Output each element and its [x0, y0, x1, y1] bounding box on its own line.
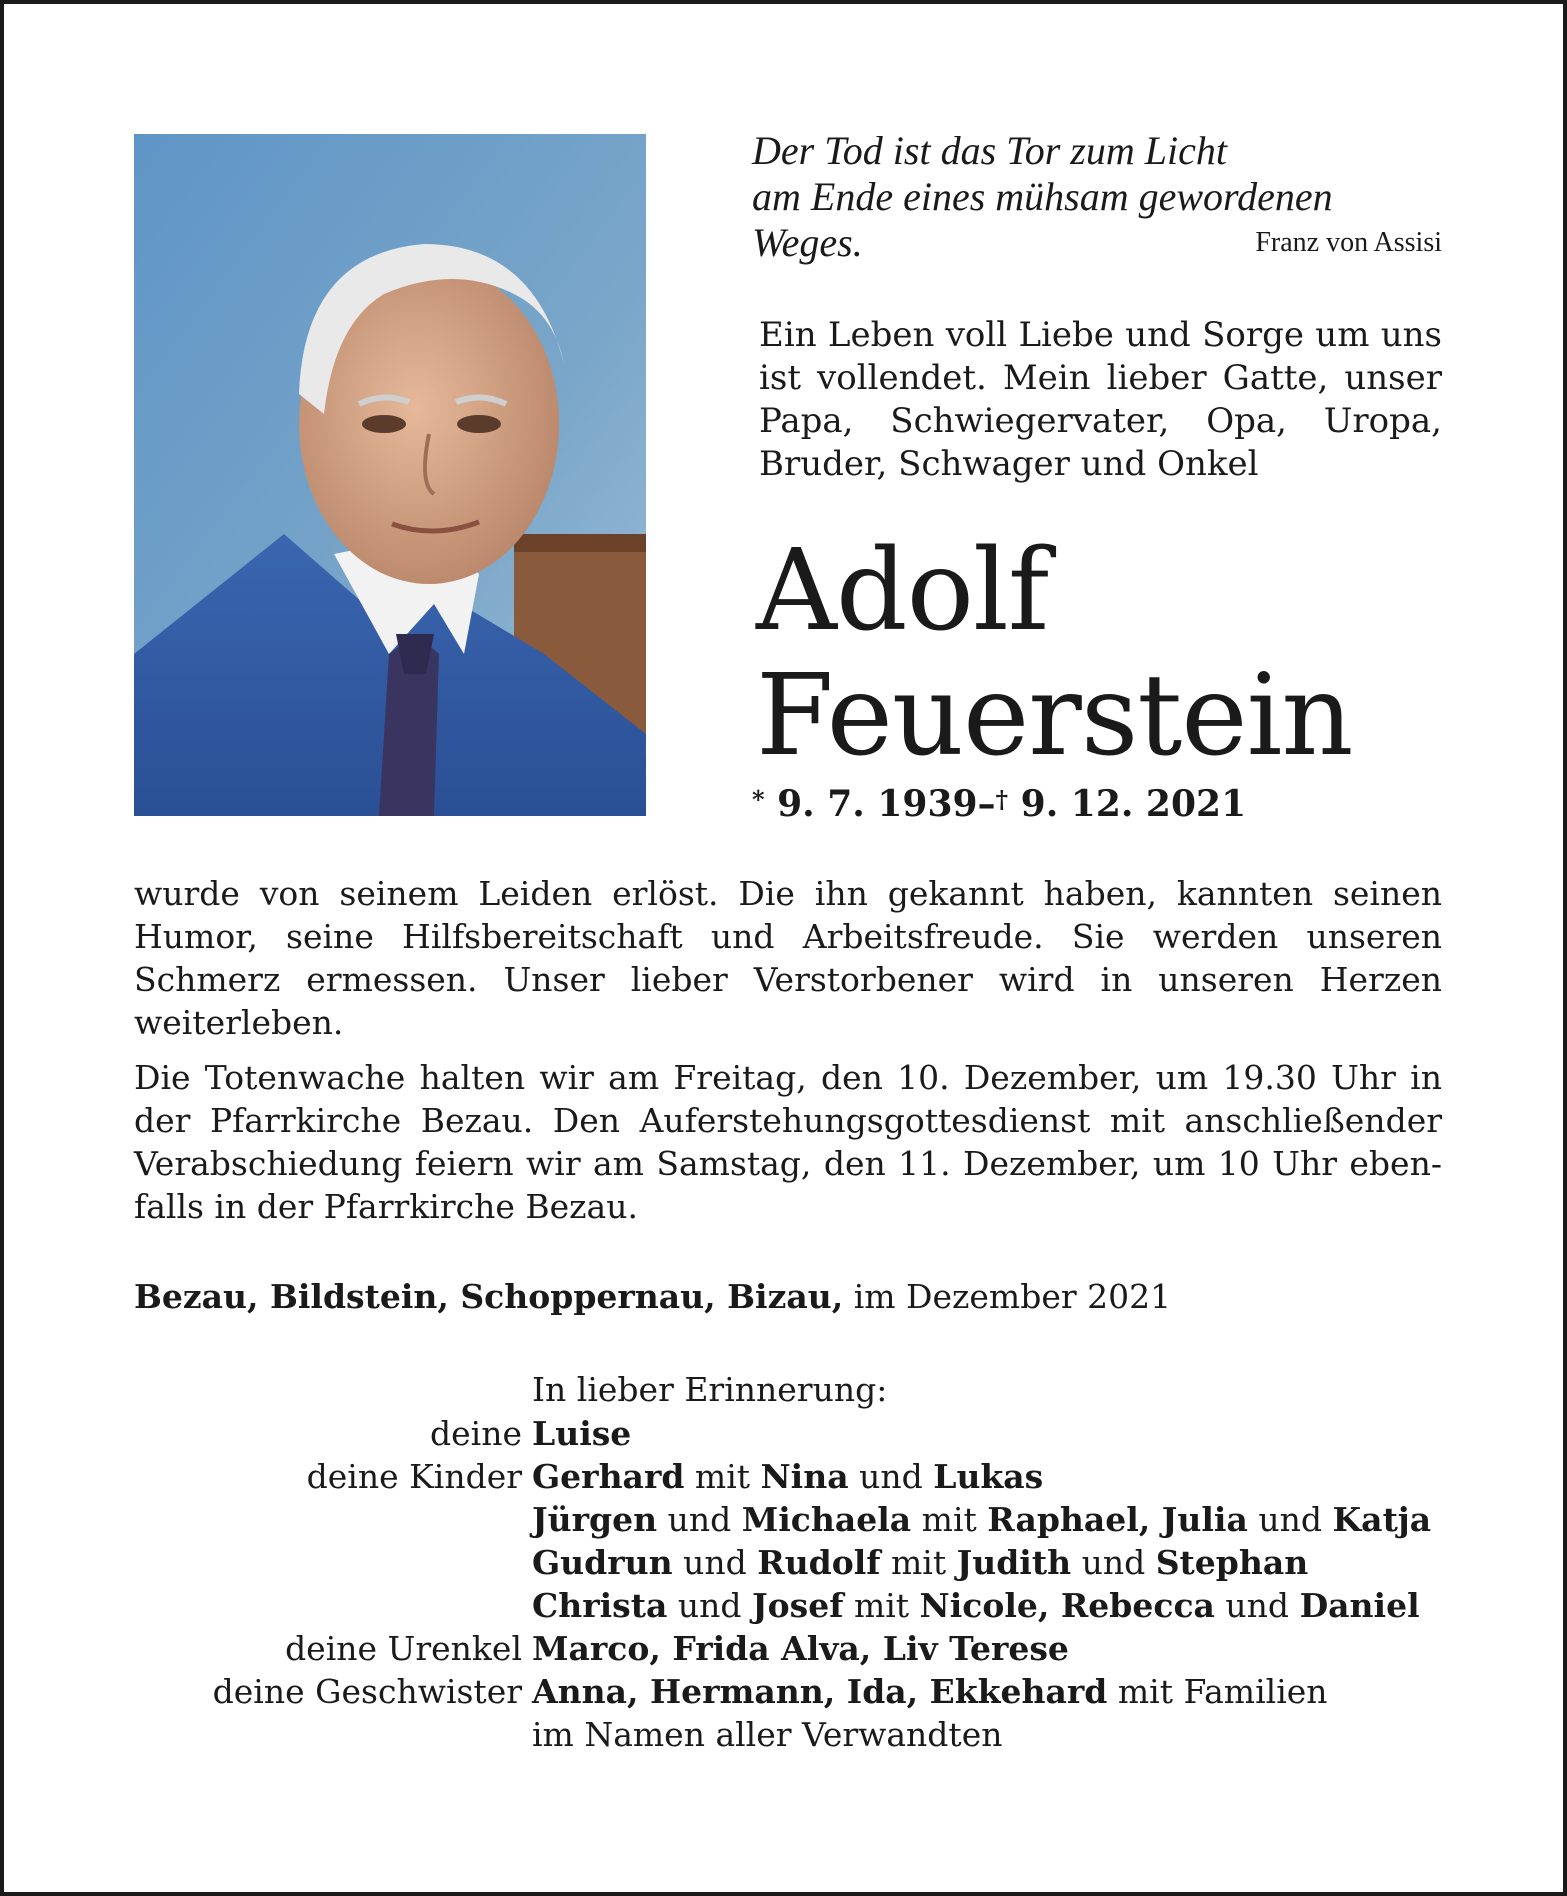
connector: und: [1258, 1500, 1322, 1539]
family-name: Nicole, Rebecca: [919, 1586, 1215, 1625]
places: Bezau, Bildstein, Schoppernau, Bizau,: [134, 1277, 844, 1316]
portrait-photo: [134, 134, 646, 816]
quote-line-2: am Ende eines mühsam gewordenen Weges.: [752, 174, 1333, 265]
life-dates: [752, 782, 1246, 826]
connector: und: [667, 1500, 732, 1539]
birth-symbol: *: [752, 785, 765, 814]
family-name: Lukas: [933, 1457, 1044, 1496]
connector: mit: [921, 1500, 977, 1539]
family-name: Christa: [532, 1586, 668, 1625]
siblings-suffix: mit Familien: [1117, 1672, 1328, 1711]
connector: und: [677, 1586, 742, 1625]
children-label: deine Kinder: [306, 1457, 522, 1496]
siblings-names: Anna, Hermann, Ida, Ekkehard: [532, 1672, 1108, 1711]
family-name: Stephan: [1155, 1543, 1309, 1582]
signatory-row-children-3: [134, 1541, 1444, 1584]
signatory-row-children-2: [134, 1498, 1444, 1541]
connector: und: [683, 1543, 747, 1582]
intro-text: Ein Leben voll Liebe und Sorge um uns ist vollendet. Mein lieber Gatte, unser Papa, Schwiegervater, Opa, Uropa, Bruder, Schwager und Onkel: [759, 315, 1442, 484]
connector: mit: [853, 1586, 910, 1625]
body-paragraph-2: Die Totenwache halten wir am Freitag, den 10. Dezember, um 19.30 Uhr in der Pfarrkirche Bezau. Den Auferstehungsgottesdienst mit anschließender Verabschiedung feiern wir am Samstag, den 11. Dezember, um 10 Uhr ebenfalls in der Pfarrkirche Bezau.: [134, 1058, 1442, 1226]
signatory-row-children-1: [134, 1455, 1444, 1498]
signatory-row-children-4: [134, 1584, 1444, 1627]
connector: mit: [694, 1457, 751, 1496]
family-name: Nina: [760, 1457, 849, 1496]
body-paragraph-1: wurde von seinem Leiden erlöst. Die ihn gekannt haben, kannten seinen Humor, seine Hilfsbereitschaft und Arbeitsfreude. Sie werden unseren Schmerz ermessen. Unser lieber Verstorbener wird in unseren Herzen weiterleben.: [134, 874, 1442, 1042]
connector: und: [1081, 1543, 1146, 1582]
closing-text: im Namen aller Verwandten: [532, 1715, 1003, 1754]
quote-line-1: Der Tod ist das Tor zum Licht: [752, 128, 1227, 173]
family-name: Katja: [1332, 1500, 1432, 1539]
great-grandchildren-names: Marco, Frida Alva, Liv Terese: [532, 1629, 1069, 1668]
birth-date: 9. 7. 1939: [777, 783, 978, 825]
great-grandchildren-label: deine Urenkel: [285, 1629, 522, 1668]
connector: mit: [891, 1543, 947, 1582]
signatory-row-closing: [134, 1713, 1444, 1756]
family-name: Gerhard: [532, 1457, 685, 1496]
connector: und: [859, 1457, 923, 1496]
death-date: 9. 12. 2021: [1020, 783, 1247, 825]
memory-heading: In lieber Erinnerung:: [532, 1370, 888, 1409]
portrait-image: [134, 134, 646, 816]
first-name: Adolf: [756, 526, 1049, 656]
quote-author: Franz von Assisi: [1255, 227, 1442, 258]
signatory-row-siblings: [134, 1670, 1444, 1713]
spouse-name: Luise: [532, 1414, 632, 1453]
signatory-row-great-grandchildren: [134, 1627, 1444, 1670]
family-name: Daniel: [1299, 1586, 1420, 1625]
family-name: Rudolf: [757, 1543, 881, 1582]
last-name: Feuerstein: [756, 651, 1353, 781]
date-separator: –: [977, 783, 996, 825]
signatory-row-spouse: [134, 1412, 1444, 1455]
siblings-label: deine Geschwister: [212, 1672, 522, 1711]
signatories: [134, 1412, 1444, 1756]
death-symbol: †: [995, 785, 1009, 814]
location-date: im Dezember 2021: [853, 1277, 1172, 1316]
spouse-label: deine: [430, 1414, 522, 1453]
family-name: Judith: [956, 1543, 1072, 1582]
family-name: Gudrun: [532, 1543, 673, 1582]
deceased-name: [756, 526, 1353, 781]
family-name: Raphael, Julia: [987, 1500, 1248, 1539]
family-name: Josef: [752, 1586, 844, 1625]
family-name: Michaela: [741, 1500, 912, 1539]
connector: und: [1225, 1586, 1290, 1625]
location-line: [134, 1275, 1171, 1318]
family-name: Jürgen: [532, 1500, 658, 1539]
